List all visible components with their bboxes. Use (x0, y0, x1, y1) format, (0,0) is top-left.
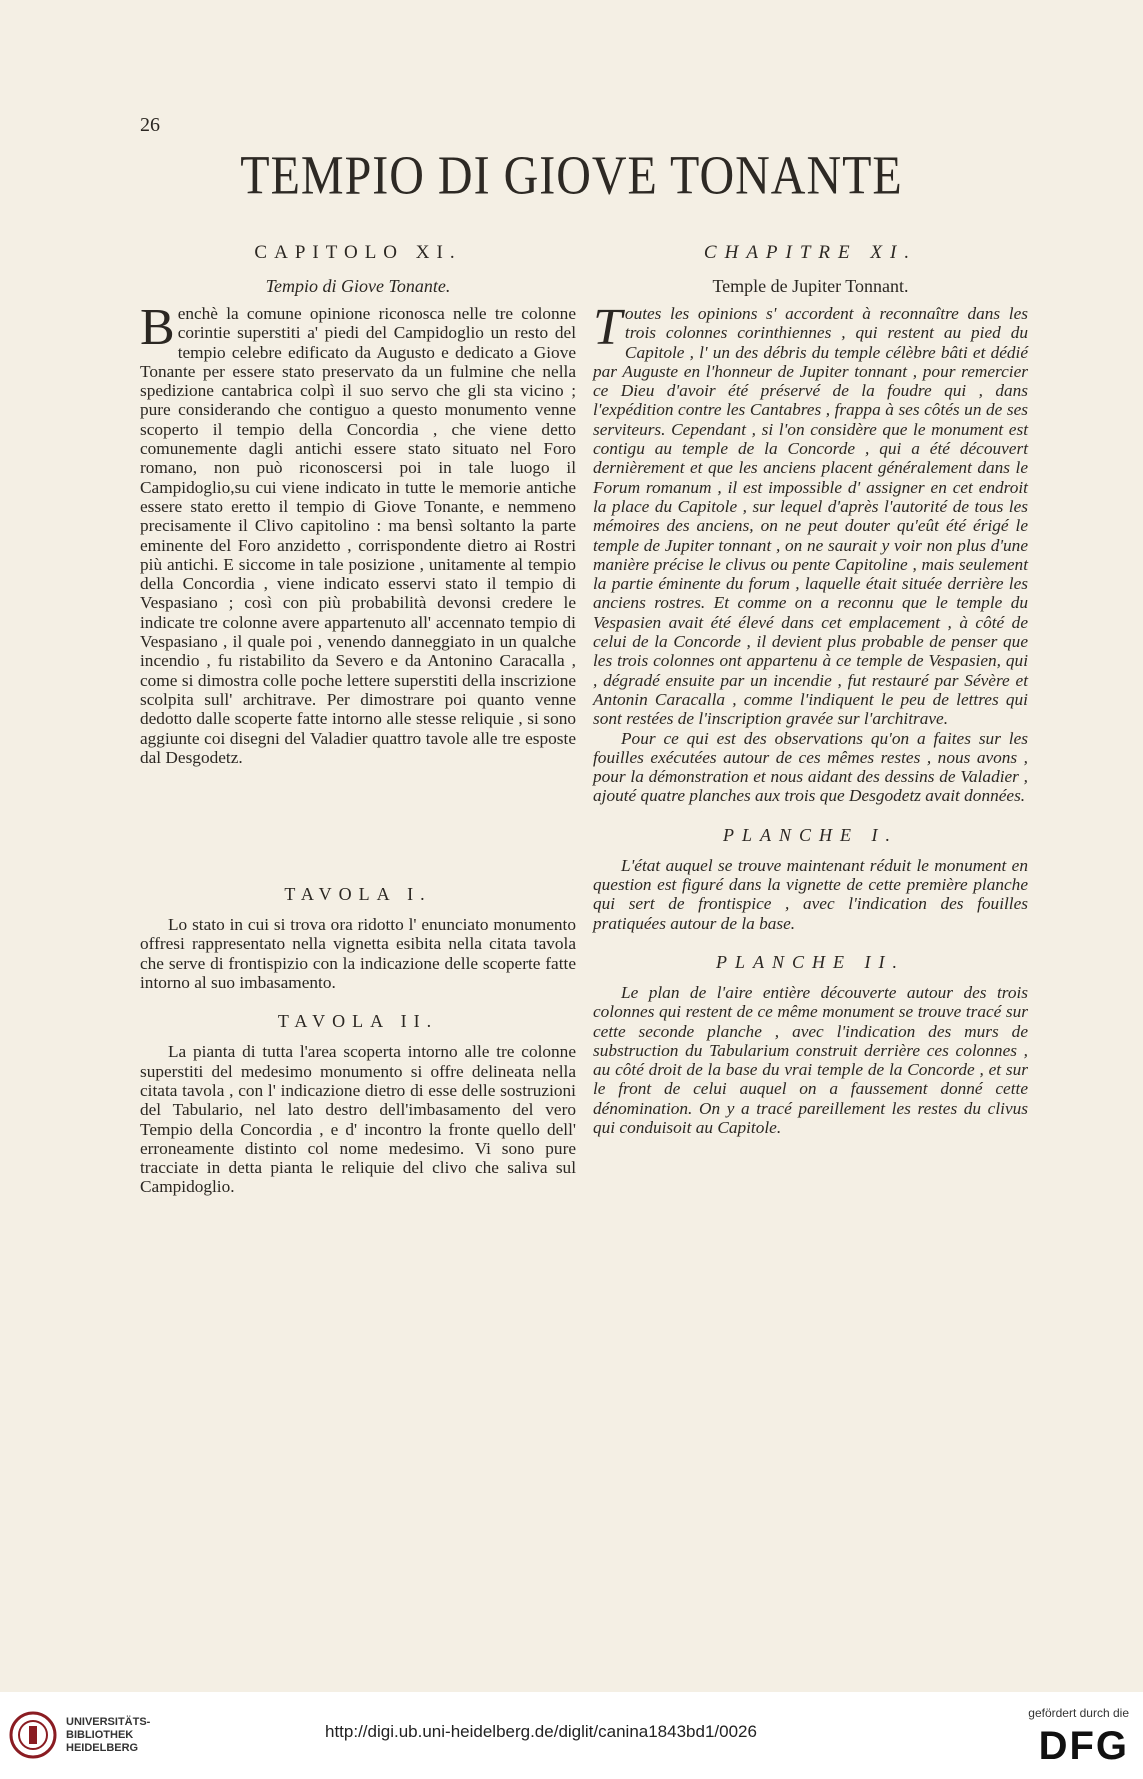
spacer (593, 806, 1028, 820)
chapter-heading-italian: CAPITOLO XI. (254, 242, 462, 263)
planche-2-heading: PLANCHE II. (716, 951, 905, 972)
spacer (140, 992, 576, 1006)
footer-bar (0, 1692, 1143, 1779)
chapter-heading-french: CHAPITRE XI. (703, 242, 918, 263)
page-title: TEMPIO DI GIOVE TONANTE (240, 145, 903, 206)
tavola-2-heading: TAVOLA II. (277, 1011, 439, 1032)
planche-1-text: L'état auquel se trouve maintenant réduit le monument en question est figuré dans la vignette de cette première planche qui sert de frontispice , avec l'indication des fouilles pratiquées autour de la base. (593, 855, 1028, 933)
page-number: 26 (140, 114, 160, 136)
intro-text-italian: enchè la comune opinione riconosca nelle tre colonne corintie superstiti a' piedi del Campidoglio un resto del tempio celebre edificato da Augusto e dedicato a Giove Tonante per essere stato preservato da un fulmine che nella spedizione cantabrica colpì il suo servo che gli sta vicino ; pure considerando che contiguo a questo monumento venne scoperto il tempio della Concordia , che viene detto comunemente dagli antichi essere stato situato nel Foro romano, non può riconoscersi poi in tale luogo il Campidoglio,su cui viene indicato in tutte le memorie antiche essere stato eretto il tempio di Giove Tonante, e nemmeno precisamente il Clivo capitolino : ma bensì soltanto la parte eminente del Foro anzidetto , corrispondente dietro ai Rostri più antichi. E siccome in tale posizione , unitamente al tempio della Concordia , viene indicato esservi stato il tempio di Vespasiano ; così con più probabilità devonsi credere le indicate tre colonne avere appartenuto all' accennato tempio di Vespasiano , il quale poi , venendo danneggiato in un qualche incendio , fu ristabilito da Severo e da Antonino Caracalla , come si dimostra colle poche lettere superstiti della inscrizione scolpita sull' architrave. Per dimostrare poi quanto venne dedotto dalle scoperte fatte intorno alle stesse reliquie , si sono aggiunte coi disegni del Valadier quattro tavole alle tre esposte dal Desgodetz. (140, 304, 576, 767)
dropcap-italian: B (140, 299, 175, 356)
tavola-2-text: La pianta di tutta l'area scoperta intorno alle tre colonne superstiti del medesimo monumento si offre delineata nella citata tavola , con l' indicazione dietro di esse delle sostruzioni del Tabulario, nel lato destro dell'imbasamento del vero Tempio della Concordia , e d' incontro la fronte quello dell' erroneamente distinto col nome medesimo. Vi sono pure tracciate in detta pianta le reliquie del clivo che saliva sul Campidoglio. (140, 1042, 576, 1197)
university-name-line: BIBLIOTHEK (66, 1729, 134, 1741)
spacer (140, 767, 576, 879)
university-name-line: UNIVERSITÄTS- (66, 1716, 151, 1728)
funding-note: gefördert durch die (1028, 1706, 1129, 1720)
planche-2-text: Le plan de l'aire entière découverte autour des trois colonnes qui restent de ce même monument se trouve tracé sur cette seconde planche , avec l'indication des murs de substruction du Tabularium construit derrière ces colonnes , au côté droit de la base du vrai temple de la Concorde , et sur le front de celui auquel on a faussement donné cette dénomination. On y a tracé pareillement les restes du clivus qui conduisoit au Capitole. (593, 982, 1028, 1137)
intro-paragraph-italian (140, 299, 576, 767)
intro-paragraph-french (593, 299, 1028, 729)
university-name-line: HEIDELBERG (66, 1742, 139, 1754)
chapter-subtitle-italian: Tempio di Giove Tonante. (265, 276, 451, 296)
spacer (593, 933, 1028, 947)
chapter-subtitle-french: Temple de Jupiter Tonnant. (712, 276, 909, 296)
university-seal-icon (8, 1710, 58, 1760)
italian-column (140, 238, 576, 1197)
french-column (593, 238, 1028, 1137)
tavola-1-heading: TAVOLA I. (284, 884, 432, 905)
dropcap-french: T (593, 299, 622, 356)
tavola-1-text: Lo stato in cui si trova ora ridotto l' enunciato monumento offresi rappresentato nella vignetta esibita nella citata tavola che serve di frontispizio con la indicazione delle scoperte fatte intorno al suo imbasamento. (140, 915, 576, 993)
planche-1-heading: PLANCHE I. (722, 824, 898, 845)
intro-text-french: outes les opinions s' accordent à reconnaître dans les trois colonnes corinthiennes , qui restent au pied du Capitole , l' un des débris du temple célèbre bâti et dédié par Auguste en l'honneur de Jupiter tonnant , pour remercier ce Dieu d'avoir été préservé de la foudre qui , dans l'expédition contre les Cantabres , frappa à ses côtés un de ses serviteurs. Cependant , si l'on considère que le monument est contigu au temple de la Concorde , qui a été découvert dernièrement et que les anciens placent généralement dans le Forum romanum , il est impossible d' assigner en cet endroit la place du Capitole , sur lequel d'après l'autorité de tous les mémoires des anciens, on ne peut douter qu'eût été érigé le temple de Jupiter tonnant , on ne saurait y voir non plus d'une manière précise le clivus ou pente Capitoline , mais seulement la partie éminente du forum , laquelle était située derrière les anciens rostres. Et comme on a reconnu que le temple du Vespasien avait été élevé dans cet emplacement , à côté de celui de la Concorde , il devient plus probable de penser que les trois colonnes ont appartenu à ce temple de Vespasien, qui , dégradé ensuite par un incendie , fut restauré par Sévère et Antonin Caracalla , comme l'indiquent le peu de lettres qui sont restées de l'inscription gravée sur l'architrave. (593, 304, 1028, 729)
intro-paragraph-2-french: Pour ce qui est des observations qu'on a faites sur les fouilles exécutées autour de ces mêmes restes , nous avons , pour la démonstration et nous aidant des dessins de Valadier , ajouté quatre planches aux trois que Desgodetz avait données. (593, 728, 1028, 806)
permalink-url[interactable]: http://digi.ub.uni-heidelberg.de/diglit/canina1843bd1/0026 (325, 1722, 757, 1741)
dfg-logo: DFG (1038, 1724, 1129, 1768)
university-name (66, 1716, 150, 1755)
